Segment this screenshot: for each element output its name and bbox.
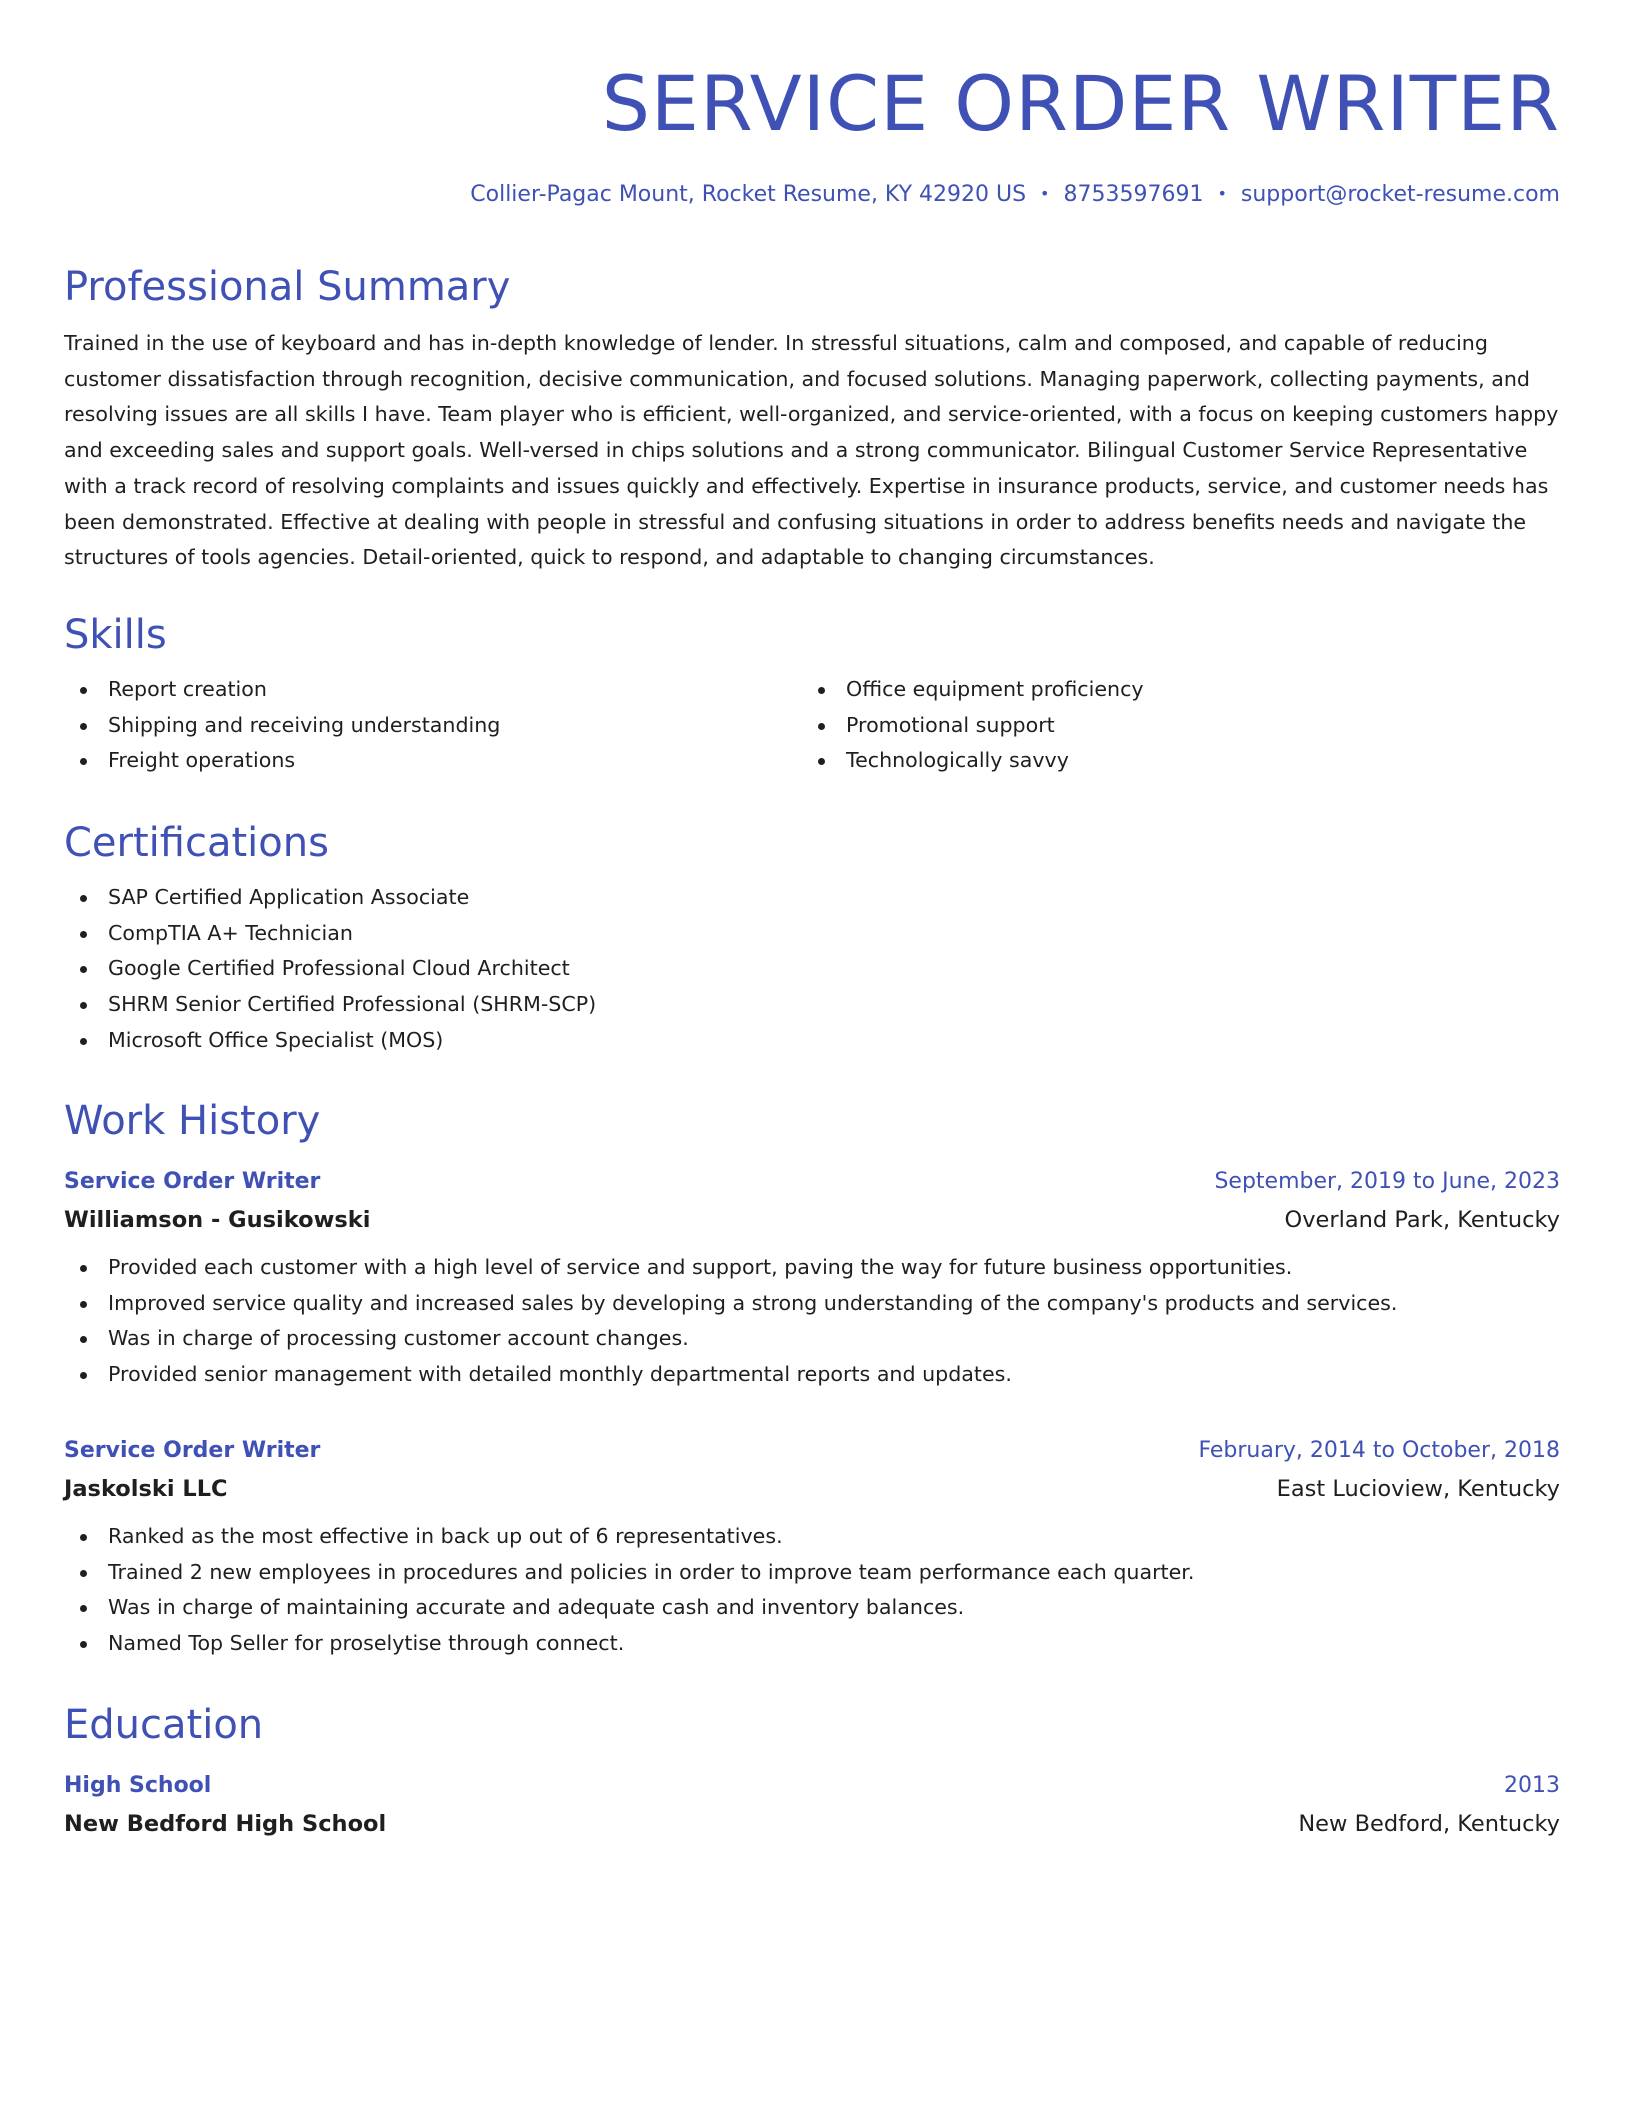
education-title: Education (64, 1702, 264, 1748)
skill-item: Technologically savvy (802, 743, 1540, 779)
job-header (64, 1164, 1560, 1200)
contact-separator: • (1217, 184, 1227, 203)
education-subheader (64, 1804, 1560, 1844)
candidate-name: SERVICE ORDER WRITER (601, 59, 1560, 148)
skills-list-left (64, 672, 802, 779)
job-duty-item: Improved service quality and increased sales by developing a strong understanding of the company's products and services. (64, 1286, 1560, 1322)
contact-separator: • (1040, 184, 1050, 203)
job-dates: September, 2019 to June, 2023 (1214, 1169, 1560, 1194)
education-location: New Bedford, Kentucky (1298, 1811, 1560, 1837)
job-location: East Lucioview, Kentucky (1276, 1476, 1560, 1502)
job-dates: February, 2014 to October, 2018 (1198, 1438, 1560, 1463)
education-entry (64, 1768, 1560, 1844)
job-duties (64, 1519, 1560, 1662)
contact-email[interactable]: support@rocket-resume.com (1240, 182, 1560, 207)
job-duty-item: Provided senior management with detailed monthly departmental reports and updates. (64, 1357, 1560, 1393)
education-section (64, 1700, 1560, 1750)
job-duty-item: Provided each customer with a high level of service and support, paving the way for future business opportunities. (64, 1250, 1560, 1286)
job-role: Service Order Writer (64, 1169, 321, 1194)
skill-item: Freight operations (64, 743, 802, 779)
certifications-section (64, 818, 1560, 1059)
skill-item: Shipping and receiving understanding (64, 708, 802, 744)
job-company: Jaskolski LLC (64, 1476, 228, 1502)
education-year: 2013 (1504, 1773, 1560, 1798)
summary-section (64, 262, 1560, 576)
skills-section (64, 610, 1560, 779)
skill-item: Promotional support (802, 708, 1540, 744)
job-company: Williamson - Gusikowski (64, 1207, 371, 1233)
certifications-list (64, 880, 1560, 1059)
certification-item: Microsoft Office Specialist (MOS) (64, 1023, 1560, 1059)
education-degree: High School (64, 1773, 212, 1798)
skills-title: Skills (64, 612, 167, 658)
education-school: New Bedford High School (64, 1811, 387, 1837)
job-duty-item: Named Top Seller for proselytise through connect. (64, 1626, 1560, 1662)
job-entry (64, 1433, 1560, 1662)
certification-item: SHRM Senior Certified Professional (SHRM-SCP) (64, 987, 1560, 1023)
skill-item: Report creation (64, 672, 802, 708)
education-header (64, 1768, 1560, 1804)
job-entry (64, 1164, 1560, 1393)
job-subheader (64, 1469, 1560, 1509)
certifications-title: Certifications (64, 820, 329, 866)
skills-list-right (802, 672, 1540, 779)
summary-text: Trained in the use of keyboard and has in-depth knowledge of lender. In stressful situations, calm and composed, and capable of reducing customer dissatisfaction through recognition, decisive communication, and focused solutions. Managing paperwork, collecting payments, and resolving issues are all skills I have. Team player who is efficient, well-organized, and service-oriented, with a focus on keeping customers happy and exceeding sales and support goals. Well-versed in chips solutions and a strong communicator. Bilingual Customer Service Representative with a track record of resolving complaints and issues quickly and effectively. Expertise in insurance products, service, and customer needs has been demonstrated. Effective at dealing with people in stressful and confusing situations in order to address benefits needs and navigate the structures of tools agencies. Detail-oriented, quick to respond, and adaptable to changing circumstances. (64, 331, 1559, 570)
job-duty-item: Was in charge of processing customer account changes. (64, 1321, 1560, 1357)
job-subheader (64, 1200, 1560, 1240)
certification-item: SAP Certified Application Associate (64, 880, 1560, 916)
contact-address: Collier-Pagac Mount, Rocket Resume, KY 42920 US (470, 182, 1027, 207)
skills-columns (64, 672, 1560, 779)
contact-phone: 8753597691 (1063, 182, 1204, 207)
job-role: Service Order Writer (64, 1438, 321, 1463)
work-history-title: Work History (64, 1098, 321, 1144)
job-header (64, 1433, 1560, 1469)
job-duty-item: Trained 2 new employees in procedures and policies in order to improve team performance each quarter. (64, 1555, 1560, 1591)
job-location: Overland Park, Kentucky (1284, 1207, 1560, 1233)
job-duty-item: Was in charge of maintaining accurate and adequate cash and inventory balances. (64, 1590, 1560, 1626)
job-duties (64, 1250, 1560, 1393)
job-duty-item: Ranked as the most effective in back up out of 6 representatives. (64, 1519, 1560, 1555)
work-history-section (64, 1096, 1560, 1146)
contact-line (470, 178, 1560, 213)
skill-item: Office equipment proficiency (802, 672, 1540, 708)
summary-title: Professional Summary (64, 264, 511, 310)
certification-item: CompTIA A+ Technician (64, 916, 1560, 952)
certification-item: Google Certified Professional Cloud Architect (64, 951, 1560, 987)
